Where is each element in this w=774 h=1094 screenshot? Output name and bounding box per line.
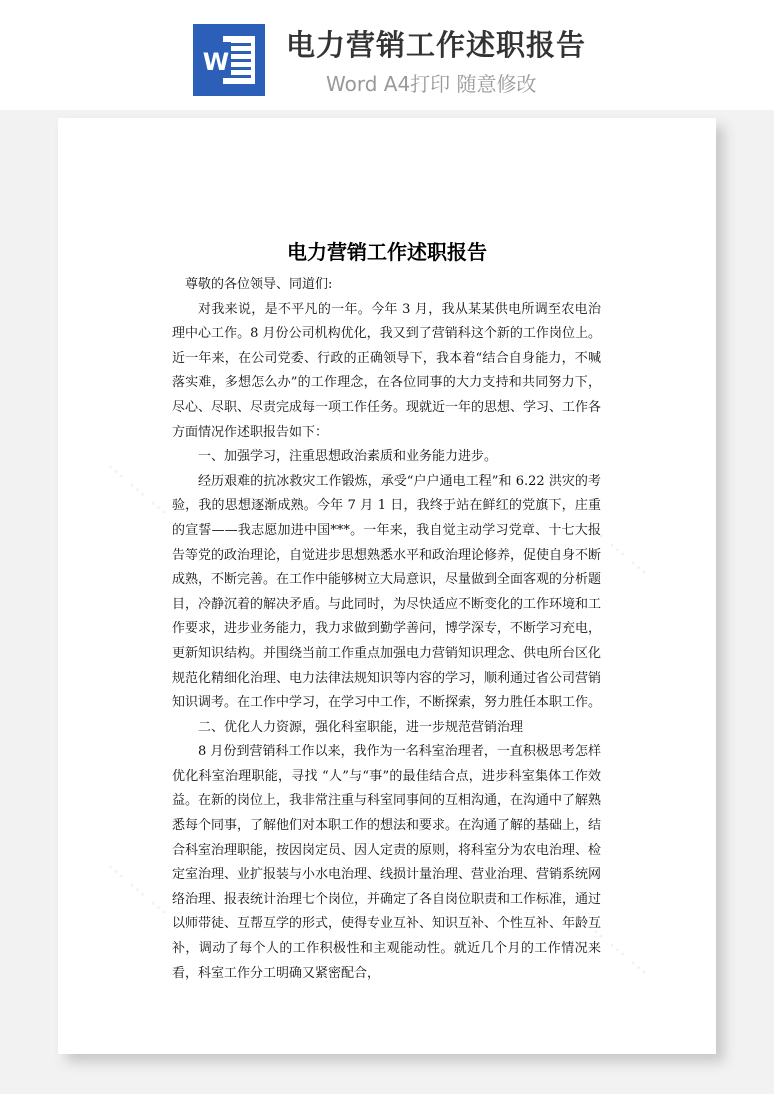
section-heading: 一、加强学习，注重思想政治素质和业务能力进步。 — [198, 449, 498, 465]
section-heading: 二、优化人力资源，强化科室职能，进一步规范营销治理 — [198, 719, 524, 735]
word-icon-letter: W — [202, 48, 230, 76]
watermark: ··· ··· ··· — [98, 856, 174, 925]
document-title: 电力营销工作述职报告 — [287, 240, 487, 264]
document-body — [172, 273, 601, 986]
paragraph: 对我来说，是不平凡的一年。今年 3 月，我从某某供电所调至农电治理中心工作。8 月份公司机构优化，我又到了营销科这个新的工作岗位上。近一年来，在公司党委、行政的正确领导下，我本着“结合自身能力，不喊落实难，多想怎么办”的工作理念，在各位同事的大力支持和共同努力下，尽心、尽职、尽责完成每一项工作任务。现就近一年的思想、学习、工作各方面情况作述职报告如下： — [172, 301, 602, 440]
banner — [0, 0, 774, 110]
banner-title: 电力营销工作述职报告 — [286, 28, 587, 62]
paragraph: 8 月份到营销科工作以来，我作为一名科室治理者，一直积极思考怎样优化科室治理职能，寻找 “人”与“事”的最佳结合点，进步科室集体工作效益。在新的岗位上，我非常注重与科室同事间的互相沟通，在沟通中了解熟悉每个同事，了解他们对本职工作的想法和要求。在沟通了解的基础上，结合科室治理职能，按因岗定员、因人定责的原则，将科室分为农电治理、检定室治理、业扩报装与小水电治理、线损计量治理、营业治理、营销系统网络治理、报表统计治理七个岗位，并确定了各自岗位职责和工作标准，通过以师带徒、互帮互学的形式，使得专业互补、知识互补、个性互补、年龄互补，调动了每个人的工作积极性和主观能动性。就近几个月的工作情况来看，科室工作分工明确又紧密配合， — [172, 744, 602, 981]
watermark: ··· ··· ··· — [578, 916, 654, 985]
paragraph: 经历艰难的抗冰救灾工作锻炼，承受“户户通电工程”和 6.22 洪灾的考验，我的思想逐渐成熟。今年 7 月 1 日，我终于站在鲜红的党旗下，庄重的宣誓——我志愿加进中国***。一年来，我自觉主动学习党章、十七大报告等党的政治理论，自觉进步思想熟悉水平和政治理论修养，促使自身不断成熟，不断完善。在工作中能够树立大局意识，尽量做到全面客观的分析题目，冷静沉着的解决矛盾。与此同时，为尽快适应不断变化的工作环境和工作要求，进步业务能力，我力求做到勤学善问，博学深专，不断学习充电，更新知识结构。并围绕当前工作重点加强电力营销知识理念、供电所台区化规范化精细化治理、电力法律法规知识等内容的学习，顺利通过省公司营销知识调考。在工作中学习，在学习中工作，不断探索，努力胜任本职工作。 — [172, 473, 602, 711]
watermark: ··· ··· ··· — [98, 456, 174, 525]
salutation: 尊敬的各位领导、同道们: — [185, 277, 333, 292]
word-document-icon — [193, 24, 265, 96]
banner-subtitle: Word A4打印 随意修改 — [326, 72, 537, 96]
watermark: ··· ··· ··· — [578, 516, 654, 585]
document-page — [58, 118, 716, 1054]
